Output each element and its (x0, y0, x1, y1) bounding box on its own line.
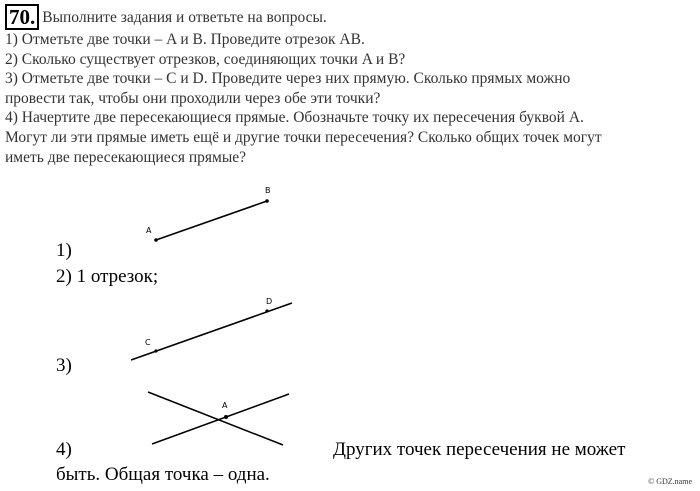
line-cd-figure (131, 297, 292, 360)
task-number: 70. (5, 4, 39, 30)
task-line-7: иметь две пересекающиеся прямые? (5, 148, 246, 166)
label-c: C (145, 338, 151, 347)
answer-4-text: Других точек пересечения не может (333, 439, 626, 460)
task-line-6: Могут ли эти прямые иметь ещё и другие точки пересечения? Сколько общих точек могут (5, 128, 602, 146)
task-line-3: 3) Отметьте две точки – C и D. Проведите через них прямую. Сколько прямых можно (5, 70, 571, 88)
label-b: B (265, 186, 271, 195)
task-line-4: провести так, чтобы они проходили через обе эти точки? (5, 89, 381, 107)
task-line-1: 1) Отметьте две точки – A и B. Проведите отрезок AB. (5, 31, 365, 48)
label-d: D (266, 297, 273, 306)
task-line-2: 2) Сколько существует отрезков, соединяющих точки A и B? (5, 50, 406, 68)
answer-3: 3) (56, 355, 72, 376)
label-intersection: A (222, 401, 228, 410)
watermark: © GDZ.name (648, 477, 692, 486)
task-line-5: 4) Начертите две пересекающиеся прямые. Обозначьте точку их пересечения буквой A. (5, 109, 584, 127)
answer-4-text-cont: быть. Общая точка – одна. (56, 464, 270, 485)
answer-2: 2) 1 отрезок; (56, 266, 159, 287)
answer-4: 4) (56, 439, 72, 460)
label-a: A (146, 226, 152, 235)
intersecting-lines-figure (148, 392, 289, 445)
segment-ab-figure (146, 186, 271, 242)
task-line-0: 70. Выполните задания и ответьте на вопросы. (5, 4, 695, 30)
answer-1: 1) (56, 240, 72, 261)
